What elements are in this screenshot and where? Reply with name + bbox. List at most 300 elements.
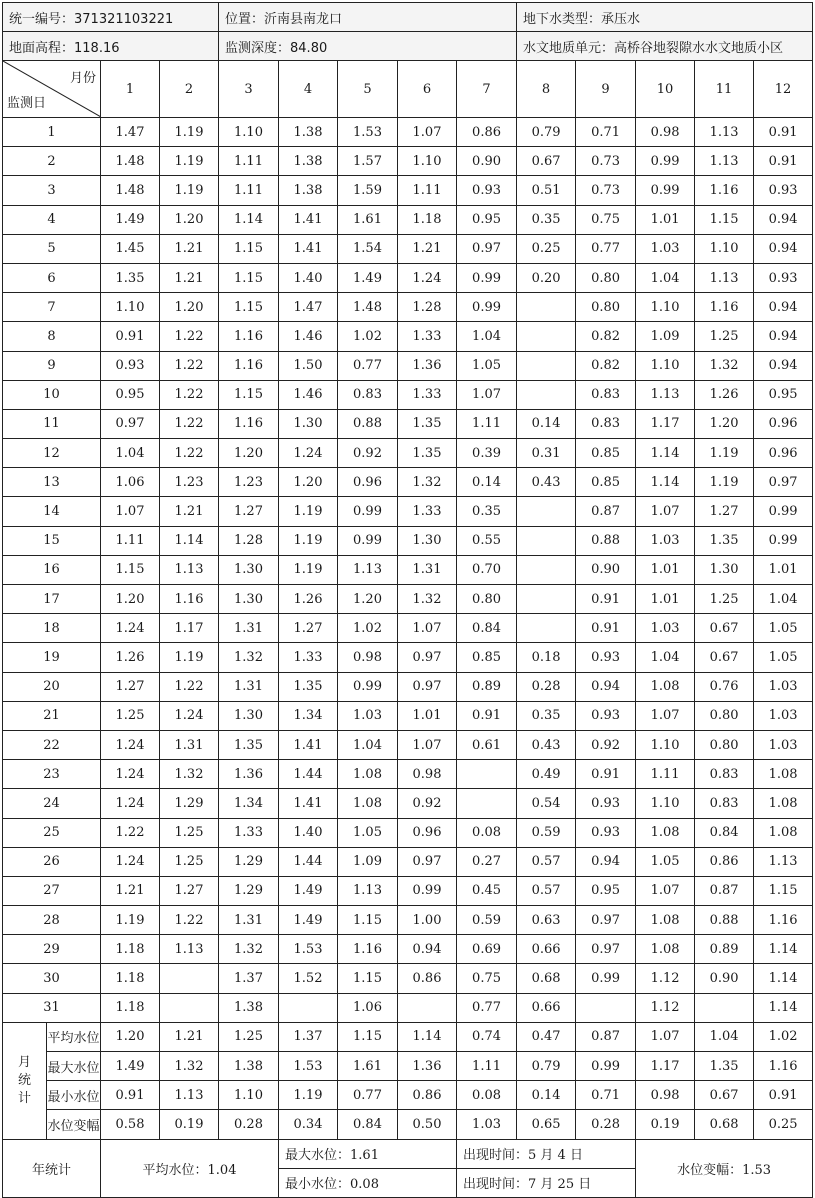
annual-min: 最小水位：0.08 (279, 1168, 457, 1197)
reading-cell: 0.89 (457, 672, 517, 701)
reading-cell: 1.10 (101, 293, 160, 322)
table-row (3, 380, 813, 409)
reading-cell: 0.95 (576, 876, 636, 905)
reading-cell: 1.17 (160, 614, 219, 643)
reading-cell: 1.25 (160, 847, 219, 876)
reading-cell: 1.13 (160, 935, 219, 964)
reading-cell: 1.04 (338, 730, 398, 759)
reading-cell: 1.01 (636, 585, 695, 614)
reading-cell: 0.88 (576, 526, 636, 555)
reading-cell: 1.33 (219, 818, 279, 847)
reading-cell: 1.14 (754, 935, 813, 964)
reading-cell: 1.21 (398, 234, 457, 263)
reading-cell: 1.33 (398, 497, 457, 526)
reading-cell: 0.97 (398, 672, 457, 701)
reading-cell: 1.30 (219, 701, 279, 730)
reading-cell: 1.07 (398, 614, 457, 643)
stat-value-cell: 1.38 (219, 1052, 279, 1081)
reading-cell: 0.57 (517, 876, 576, 905)
reading-cell: 1.38 (279, 118, 338, 147)
reading-cell: 1.38 (279, 176, 338, 205)
reading-cell: 1.03 (636, 234, 695, 263)
reading-cell: 0.39 (457, 439, 517, 468)
reading-cell: 1.08 (338, 760, 398, 789)
reading-cell: 1.10 (695, 234, 754, 263)
reading-cell: 1.29 (219, 876, 279, 905)
day-cell: 8 (3, 322, 101, 351)
table-row (3, 205, 813, 234)
reading-cell: 0.20 (517, 263, 576, 292)
day-cell: 4 (3, 205, 101, 234)
reading-cell: 0.99 (338, 497, 398, 526)
reading-cell: 1.46 (279, 322, 338, 351)
reading-cell: 0.90 (576, 555, 636, 584)
stat-value-cell: 1.16 (754, 1052, 813, 1081)
reading-cell: 1.32 (398, 585, 457, 614)
reading-cell: 0.28 (517, 672, 576, 701)
reading-cell: 0.82 (576, 351, 636, 380)
reading-cell: 1.33 (279, 643, 338, 672)
reading-cell: 1.11 (219, 147, 279, 176)
stat-value-cell: 0.77 (338, 1081, 398, 1110)
reading-cell: 0.97 (754, 468, 813, 497)
reading-cell: 1.19 (160, 176, 219, 205)
reading-cell: 0.75 (576, 205, 636, 234)
reading-cell: 1.15 (219, 234, 279, 263)
table-row (3, 789, 813, 818)
reading-cell: 0.83 (695, 760, 754, 789)
reading-cell: 1.11 (398, 176, 457, 205)
day-cell: 5 (3, 234, 101, 263)
reading-cell: 0.92 (398, 789, 457, 818)
reading-cell: 1.16 (754, 906, 813, 935)
reading-cell: 1.03 (636, 614, 695, 643)
reading-cell: 1.03 (754, 672, 813, 701)
reading-cell: 1.18 (101, 935, 160, 964)
reading-cell: 1.00 (398, 906, 457, 935)
reading-cell: 1.16 (695, 293, 754, 322)
reading-cell: 1.21 (160, 263, 219, 292)
reading-cell: 1.22 (160, 672, 219, 701)
stat-row (3, 1110, 813, 1139)
reading-cell: 1.28 (219, 526, 279, 555)
reading-cell: 1.30 (219, 555, 279, 584)
reading-cell: 1.31 (398, 555, 457, 584)
reading-cell: 1.01 (636, 205, 695, 234)
reading-cell: 1.03 (754, 730, 813, 759)
reading-cell (457, 789, 517, 818)
reading-cell: 0.66 (517, 935, 576, 964)
reading-cell: 0.77 (576, 234, 636, 263)
day-cell: 27 (3, 876, 101, 905)
reading-cell: 1.20 (279, 468, 338, 497)
reading-cell: 1.16 (219, 409, 279, 438)
reading-cell: 0.99 (636, 176, 695, 205)
reading-cell: 0.99 (754, 526, 813, 555)
reading-cell: 1.38 (219, 993, 279, 1022)
stat-value-cell: 0.47 (517, 1022, 576, 1051)
annual-max: 最大水位：1.61 (279, 1139, 457, 1168)
reading-cell: 1.01 (398, 701, 457, 730)
reading-cell: 1.35 (101, 263, 160, 292)
reading-cell: 1.25 (101, 701, 160, 730)
reading-cell: 0.14 (517, 409, 576, 438)
day-cell: 29 (3, 935, 101, 964)
reading-cell: 1.34 (279, 701, 338, 730)
stat-value-cell: 0.34 (279, 1110, 338, 1139)
reading-cell: 1.25 (695, 585, 754, 614)
reading-cell: 1.26 (695, 380, 754, 409)
reading-cell: 1.29 (219, 847, 279, 876)
reading-cell: 0.99 (398, 876, 457, 905)
stat-value-cell: 1.07 (636, 1022, 695, 1051)
reading-cell: 1.49 (338, 263, 398, 292)
reading-cell: 1.22 (160, 409, 219, 438)
reading-cell: 0.67 (695, 643, 754, 672)
day-axis-label: 监测日 (7, 96, 47, 111)
reading-cell: 0.86 (398, 964, 457, 993)
table-row (3, 993, 813, 1022)
table-row (3, 234, 813, 263)
stat-value-cell: 1.49 (101, 1052, 160, 1081)
reading-cell: 1.13 (695, 147, 754, 176)
reading-cell: 1.35 (279, 672, 338, 701)
reading-cell: 1.24 (160, 701, 219, 730)
reading-cell: 1.25 (160, 818, 219, 847)
day-cell: 16 (3, 555, 101, 584)
reading-cell: 0.91 (754, 147, 813, 176)
reading-cell: 1.22 (160, 439, 219, 468)
reading-cell: 1.24 (101, 760, 160, 789)
reading-cell: 1.22 (160, 322, 219, 351)
stat-value-cell: 1.11 (457, 1052, 517, 1081)
reading-cell: 1.41 (279, 234, 338, 263)
reading-cell: 1.08 (636, 672, 695, 701)
reading-cell: 1.01 (754, 555, 813, 584)
reading-cell: 0.18 (517, 643, 576, 672)
reading-cell: 1.36 (219, 760, 279, 789)
reading-cell: 1.08 (636, 818, 695, 847)
table-row (3, 497, 813, 526)
reading-cell: 1.41 (279, 205, 338, 234)
reading-cell: 1.07 (457, 380, 517, 409)
stat-value-cell: 0.65 (517, 1110, 576, 1139)
reading-cell: 1.10 (636, 293, 695, 322)
reading-cell: 1.27 (219, 497, 279, 526)
reading-cell (517, 380, 576, 409)
reading-cell: 1.13 (695, 263, 754, 292)
stat-value-cell: 1.25 (219, 1022, 279, 1051)
table-row (3, 585, 813, 614)
table-row (3, 439, 813, 468)
table-row (3, 293, 813, 322)
reading-cell: 1.09 (636, 322, 695, 351)
day-cell: 26 (3, 847, 101, 876)
reading-cell: 1.53 (279, 935, 338, 964)
reading-cell: 0.43 (517, 730, 576, 759)
reading-cell: 0.35 (517, 205, 576, 234)
reading-cell: 1.10 (636, 789, 695, 818)
reading-cell: 1.15 (695, 205, 754, 234)
reading-cell: 1.32 (398, 468, 457, 497)
reading-cell: 0.91 (576, 585, 636, 614)
reading-cell: 1.10 (219, 118, 279, 147)
reading-cell: 1.07 (636, 876, 695, 905)
reading-cell: 0.77 (457, 993, 517, 1022)
reading-cell: 0.08 (457, 818, 517, 847)
table-row (3, 176, 813, 205)
reading-cell: 1.33 (398, 380, 457, 409)
reading-cell: 0.80 (695, 730, 754, 759)
annual-min-time: 出现时间：7 月 25 日 (457, 1168, 636, 1197)
reading-cell: 1.30 (279, 409, 338, 438)
reading-cell: 1.11 (457, 409, 517, 438)
reading-cell: 1.29 (160, 789, 219, 818)
reading-cell: 1.16 (160, 585, 219, 614)
reading-cell: 1.04 (636, 643, 695, 672)
reading-cell: 1.48 (338, 293, 398, 322)
reading-cell: 1.49 (101, 205, 160, 234)
stat-value-cell: 0.98 (636, 1081, 695, 1110)
reading-cell: 0.99 (754, 497, 813, 526)
table-row (3, 322, 813, 351)
reading-cell: 1.18 (101, 993, 160, 1022)
reading-cell: 1.08 (754, 789, 813, 818)
reading-cell: 1.05 (457, 351, 517, 380)
reading-cell: 1.36 (398, 351, 457, 380)
reading-cell: 0.63 (517, 906, 576, 935)
stat-value-cell: 0.50 (398, 1110, 457, 1139)
reading-cell: 1.21 (101, 876, 160, 905)
reading-cell: 0.90 (457, 147, 517, 176)
reading-cell: 0.93 (576, 643, 636, 672)
reading-cell: 0.97 (576, 906, 636, 935)
reading-cell: 1.05 (636, 847, 695, 876)
reading-cell: 0.94 (754, 351, 813, 380)
reading-cell: 1.12 (636, 993, 695, 1022)
reading-cell: 0.93 (457, 176, 517, 205)
reading-cell: 1.53 (338, 118, 398, 147)
reading-cell: 0.97 (398, 847, 457, 876)
reading-cell: 1.05 (338, 818, 398, 847)
reading-cell: 1.14 (636, 439, 695, 468)
reading-cell: 1.19 (695, 439, 754, 468)
table-row (3, 935, 813, 964)
stat-value-cell: 1.14 (398, 1022, 457, 1051)
reading-cell: 0.49 (517, 760, 576, 789)
reading-cell (160, 993, 219, 1022)
reading-cell: 0.99 (457, 293, 517, 322)
day-cell: 17 (3, 585, 101, 614)
reading-cell: 1.41 (279, 730, 338, 759)
header-row-2 (3, 32, 813, 61)
day-cell: 22 (3, 730, 101, 759)
reading-cell: 0.99 (576, 964, 636, 993)
reading-cell: 1.15 (338, 964, 398, 993)
table-row (3, 409, 813, 438)
reading-cell: 1.14 (636, 468, 695, 497)
reading-cell: 1.35 (695, 526, 754, 555)
reading-cell: 1.05 (754, 643, 813, 672)
month-header-cell: 11 (695, 61, 754, 118)
reading-cell: 0.35 (517, 701, 576, 730)
reading-cell: 0.93 (754, 263, 813, 292)
reading-cell: 1.35 (219, 730, 279, 759)
reading-cell: 0.91 (576, 614, 636, 643)
stat-value-cell: 0.99 (576, 1052, 636, 1081)
reading-cell: 0.97 (101, 409, 160, 438)
groundwater-level-sheet (2, 2, 812, 1198)
reading-cell: 1.04 (636, 263, 695, 292)
reading-cell: 0.83 (576, 380, 636, 409)
reading-cell: 0.73 (576, 176, 636, 205)
reading-cell: 1.47 (279, 293, 338, 322)
stat-value-cell: 1.10 (219, 1081, 279, 1110)
monthly-statistics (3, 1022, 813, 1139)
reading-cell: 1.19 (279, 497, 338, 526)
reading-cell: 0.99 (338, 672, 398, 701)
stat-value-cell: 1.61 (338, 1052, 398, 1081)
reading-cell: 0.80 (576, 263, 636, 292)
day-cell: 20 (3, 672, 101, 701)
reading-cell: 0.80 (576, 293, 636, 322)
reading-cell: 0.87 (695, 876, 754, 905)
reading-cell: 0.96 (338, 468, 398, 497)
reading-cell: 1.06 (101, 468, 160, 497)
reading-cell: 0.97 (457, 234, 517, 263)
reading-cell: 1.15 (219, 263, 279, 292)
table-row (3, 672, 813, 701)
monthly-stat-label-text: 月统计 (17, 1054, 31, 1106)
reading-cell: 1.32 (695, 351, 754, 380)
reading-cell (695, 993, 754, 1022)
reading-cell: 0.91 (101, 322, 160, 351)
reading-cell: 1.31 (219, 672, 279, 701)
reading-cell: 0.93 (576, 818, 636, 847)
reading-cell: 1.19 (101, 906, 160, 935)
day-cell: 1 (3, 118, 101, 147)
day-cell: 14 (3, 497, 101, 526)
table-row (3, 876, 813, 905)
reading-cell (576, 993, 636, 1022)
month-header-cell: 2 (160, 61, 219, 118)
corner-cell (3, 61, 101, 118)
reading-cell: 0.85 (576, 468, 636, 497)
reading-cell: 0.59 (517, 818, 576, 847)
reading-cell: 1.07 (636, 701, 695, 730)
reading-cell: 0.96 (754, 439, 813, 468)
reading-cell (517, 614, 576, 643)
reading-cell: 1.19 (279, 555, 338, 584)
reading-cell: 0.68 (517, 964, 576, 993)
stat-value-cell: 1.21 (160, 1022, 219, 1051)
reading-cell: 0.59 (457, 906, 517, 935)
reading-cell (398, 993, 457, 1022)
reading-cell: 0.93 (754, 176, 813, 205)
reading-cell: 0.93 (576, 701, 636, 730)
reading-cell: 1.04 (457, 322, 517, 351)
reading-cell: 1.03 (754, 701, 813, 730)
reading-cell: 0.94 (576, 847, 636, 876)
reading-cell: 1.11 (636, 760, 695, 789)
stat-value-cell: 0.58 (101, 1110, 160, 1139)
stat-value-cell: 0.91 (754, 1081, 813, 1110)
table-row (3, 555, 813, 584)
reading-cell: 0.90 (695, 964, 754, 993)
reading-cell: 1.15 (219, 380, 279, 409)
reading-cell: 1.32 (160, 760, 219, 789)
month-header-cell: 7 (457, 61, 517, 118)
reading-cell: 0.73 (576, 147, 636, 176)
reading-cell: 0.96 (398, 818, 457, 847)
reading-cell (517, 526, 576, 555)
table-row (3, 614, 813, 643)
reading-cell: 1.52 (279, 964, 338, 993)
reading-cell: 1.20 (160, 293, 219, 322)
reading-cell: 1.13 (636, 380, 695, 409)
day-cell: 11 (3, 409, 101, 438)
reading-cell: 1.41 (279, 789, 338, 818)
stat-value-cell: 1.20 (101, 1022, 160, 1051)
reading-cell: 0.61 (457, 730, 517, 759)
stat-value-cell: 1.13 (160, 1081, 219, 1110)
station-id: 统一编号：371321103221 (3, 3, 219, 32)
reading-cell: 1.20 (695, 409, 754, 438)
day-cell: 13 (3, 468, 101, 497)
reading-cell: 1.08 (636, 906, 695, 935)
reading-cell (517, 555, 576, 584)
reading-cell: 0.91 (754, 118, 813, 147)
reading-cell: 1.27 (160, 876, 219, 905)
reading-cell: 1.22 (101, 818, 160, 847)
stat-value-cell: 0.86 (398, 1081, 457, 1110)
reading-cell: 1.31 (219, 614, 279, 643)
stat-value-cell: 1.03 (457, 1110, 517, 1139)
annual-max-time: 出现时间：5 月 4 日 (457, 1139, 636, 1168)
reading-cell: 0.84 (695, 818, 754, 847)
stat-value-cell: 0.84 (338, 1110, 398, 1139)
reading-cell: 1.20 (219, 439, 279, 468)
reading-cell: 0.97 (398, 643, 457, 672)
reading-cell: 0.97 (576, 935, 636, 964)
annual-label: 年统计 (3, 1139, 101, 1197)
hydro-unit: 水文地质单元：高桥谷地裂隙水水文地质小区 (517, 32, 813, 61)
reading-cell: 0.98 (398, 760, 457, 789)
reading-cell: 0.94 (754, 322, 813, 351)
reading-cell: 0.57 (517, 847, 576, 876)
reading-cell: 0.25 (517, 234, 576, 263)
month-header-cell: 5 (338, 61, 398, 118)
reading-cell: 0.45 (457, 876, 517, 905)
reading-cell (517, 351, 576, 380)
stat-value-cell: 0.19 (636, 1110, 695, 1139)
day-cell: 18 (3, 614, 101, 643)
reading-cell: 0.54 (517, 789, 576, 818)
reading-cell: 1.21 (160, 497, 219, 526)
water-level-table (2, 2, 813, 1198)
reading-cell: 1.26 (101, 643, 160, 672)
reading-cell: 1.10 (636, 730, 695, 759)
reading-cell: 1.03 (636, 526, 695, 555)
reading-cell: 0.93 (576, 789, 636, 818)
day-cell: 9 (3, 351, 101, 380)
reading-cell: 1.23 (160, 468, 219, 497)
reading-cell: 1.08 (338, 789, 398, 818)
reading-cell: 1.19 (160, 147, 219, 176)
reading-cell: 0.94 (754, 293, 813, 322)
month-header-cell: 1 (101, 61, 160, 118)
reading-cell: 0.98 (636, 118, 695, 147)
